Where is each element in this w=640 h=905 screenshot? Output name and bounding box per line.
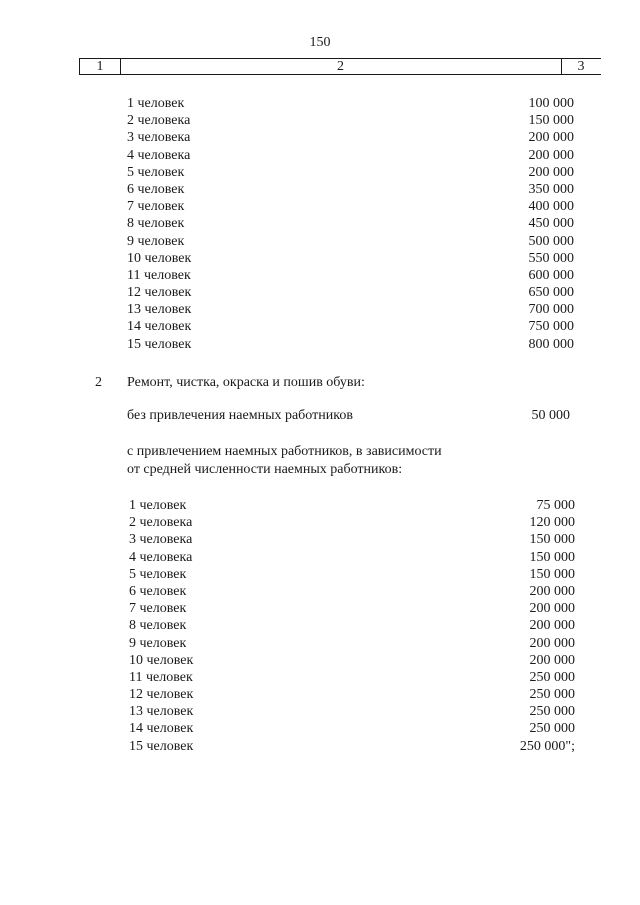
amount-value: 650 000 bbox=[528, 285, 574, 301]
amount-value: 200 000 bbox=[529, 652, 575, 668]
column-header-row bbox=[79, 58, 601, 75]
column-header-3: 3 bbox=[577, 59, 585, 74]
employee-count-label: 12 человек bbox=[129, 687, 194, 703]
list-item bbox=[0, 531, 640, 548]
hire-description bbox=[127, 443, 442, 479]
no-hire-value: 50 000 bbox=[531, 408, 570, 423]
employee-count-label: 15 человек bbox=[129, 738, 194, 754]
no-hire-label: без привлечения наемных работников bbox=[127, 408, 353, 423]
amount-value: 75 000 bbox=[536, 498, 575, 513]
amount-value: 500 000 bbox=[528, 233, 574, 249]
amount-value: 250 000 bbox=[529, 687, 575, 703]
amount-value: 150 000 bbox=[528, 113, 574, 129]
amount-value: 800 000 bbox=[528, 336, 574, 352]
employee-count-label: 2 человека bbox=[127, 113, 191, 129]
column-header-2: 2 bbox=[120, 59, 562, 74]
amount-value: 450 000 bbox=[528, 216, 574, 232]
employee-count-label: 13 человек bbox=[129, 704, 194, 720]
list-item bbox=[0, 215, 640, 232]
list-item bbox=[0, 129, 640, 146]
amount-value: 400 000 bbox=[528, 199, 574, 215]
list-item bbox=[0, 635, 640, 652]
employee-count-label: 7 человек bbox=[127, 199, 185, 215]
employee-count-label: 6 человек bbox=[129, 583, 187, 599]
list-item bbox=[0, 301, 640, 318]
rate-list-group-1 bbox=[0, 95, 640, 353]
amount-value: 600 000 bbox=[528, 267, 574, 283]
page-number: 150 bbox=[309, 35, 331, 50]
amount-value: 100 000 bbox=[528, 96, 574, 111]
employee-count-label: 12 человек bbox=[127, 285, 192, 301]
amount-value: 250 000 bbox=[529, 704, 575, 720]
list-item bbox=[0, 95, 640, 112]
list-item bbox=[0, 549, 640, 566]
column-header-1: 1 bbox=[80, 59, 121, 74]
hire-description-line-1: с привлечением наемных работников, в зависимости bbox=[127, 444, 442, 459]
section-number: 2 bbox=[95, 375, 102, 390]
list-item bbox=[0, 233, 640, 250]
amount-value: 250 000 bbox=[529, 721, 575, 737]
employee-count-label: 8 человек bbox=[127, 216, 185, 232]
employee-count-label: 1 человек bbox=[127, 96, 185, 111]
employee-count-label: 7 человек bbox=[129, 601, 187, 617]
amount-value: 200 000 bbox=[529, 635, 575, 651]
amount-value: 200 000 bbox=[528, 164, 574, 180]
employee-count-label: 10 человек bbox=[127, 250, 192, 266]
list-item bbox=[0, 703, 640, 720]
rate-list-group-2 bbox=[0, 497, 640, 755]
employee-count-label: 4 человека bbox=[127, 147, 191, 163]
employee-count-label: 14 человек bbox=[129, 721, 194, 737]
list-item bbox=[0, 738, 640, 755]
employee-count-label: 11 человек bbox=[127, 267, 191, 283]
list-item bbox=[0, 267, 640, 284]
list-item bbox=[0, 147, 640, 164]
list-item bbox=[0, 198, 640, 215]
amount-value: 250 000"; bbox=[519, 738, 575, 754]
employee-count-label: 2 человека bbox=[129, 515, 193, 531]
amount-value: 200 000 bbox=[529, 618, 575, 634]
amount-value: 550 000 bbox=[528, 250, 574, 266]
employee-count-label: 4 человека bbox=[129, 549, 193, 565]
employee-count-label: 13 человек bbox=[127, 302, 192, 318]
employee-count-label: 15 человек bbox=[127, 336, 192, 352]
amount-value: 150 000 bbox=[529, 532, 575, 548]
employee-count-label: 1 человек bbox=[129, 498, 187, 513]
employee-count-label: 10 человек bbox=[129, 652, 194, 668]
list-item bbox=[0, 617, 640, 634]
employee-count-label: 5 человек bbox=[127, 164, 185, 180]
amount-value: 120 000 bbox=[529, 515, 575, 531]
list-item bbox=[0, 720, 640, 737]
employee-count-label: 8 человек bbox=[129, 618, 187, 634]
amount-value: 150 000 bbox=[529, 549, 575, 565]
amount-value: 150 000 bbox=[529, 566, 575, 582]
list-item bbox=[0, 514, 640, 531]
employee-count-label: 9 человек bbox=[129, 635, 187, 651]
list-item bbox=[0, 566, 640, 583]
section-title: Ремонт, чистка, окраска и пошив обуви: bbox=[127, 375, 365, 390]
list-item bbox=[0, 652, 640, 669]
employee-count-label: 9 человек bbox=[127, 233, 185, 249]
employee-count-label: 3 человека bbox=[127, 130, 191, 146]
list-item bbox=[0, 336, 640, 353]
list-item bbox=[0, 686, 640, 703]
amount-value: 200 000 bbox=[529, 601, 575, 617]
employee-count-label: 14 человек bbox=[127, 319, 192, 335]
employee-count-label: 5 человек bbox=[129, 566, 187, 582]
amount-value: 250 000 bbox=[529, 669, 575, 685]
list-item bbox=[0, 669, 640, 686]
amount-value: 200 000 bbox=[528, 147, 574, 163]
employee-count-label: 11 человек bbox=[129, 669, 193, 685]
amount-value: 200 000 bbox=[528, 130, 574, 146]
list-item bbox=[0, 583, 640, 600]
employee-count-label: 6 человек bbox=[127, 181, 185, 197]
amount-value: 200 000 bbox=[529, 583, 575, 599]
amount-value: 750 000 bbox=[528, 319, 574, 335]
amount-value: 700 000 bbox=[528, 302, 574, 318]
amount-value: 350 000 bbox=[528, 181, 574, 197]
hire-description-line-2: от средней численности наемных работников: bbox=[127, 462, 403, 477]
list-item bbox=[0, 112, 640, 129]
list-item bbox=[0, 497, 640, 514]
list-item bbox=[0, 600, 640, 617]
list-item bbox=[0, 164, 640, 181]
list-item bbox=[0, 181, 640, 198]
list-item bbox=[0, 318, 640, 335]
employee-count-label: 3 человека bbox=[129, 532, 193, 548]
list-item bbox=[0, 284, 640, 301]
list-item bbox=[0, 250, 640, 267]
